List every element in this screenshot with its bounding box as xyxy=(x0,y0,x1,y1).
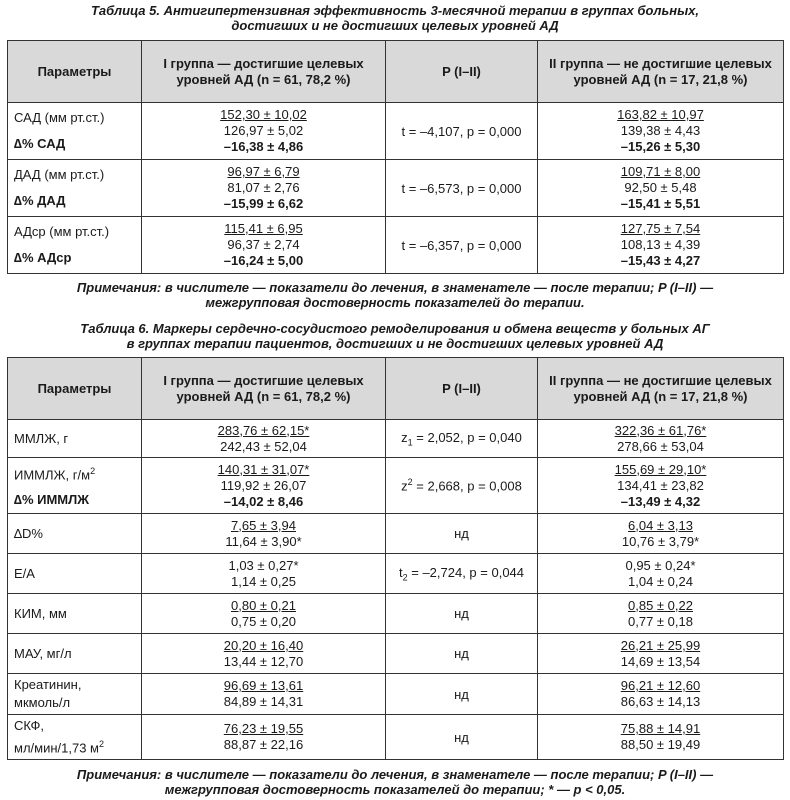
denominator: 119,92 ± 26,07 xyxy=(220,477,307,493)
table-row xyxy=(8,103,784,160)
p-stat-sub: 2 xyxy=(402,572,408,583)
table-row xyxy=(8,715,784,760)
denominator: 0,75 ± 0,20 xyxy=(231,613,296,629)
numerator: 152,30 ± 10,02 xyxy=(220,107,307,122)
param-delta-label: ∆% САД xyxy=(14,136,66,151)
group1-values xyxy=(142,674,386,715)
row-param: ∆D% xyxy=(8,514,142,554)
delta-value: –14,02 ± 8,46 xyxy=(223,493,304,509)
table5-note xyxy=(0,280,790,310)
denominator: 86,63 ± 14,13 xyxy=(620,694,701,709)
group2-values xyxy=(538,103,784,160)
numerator: 26,21 ± 25,99 xyxy=(620,637,701,653)
group2-values xyxy=(538,458,784,514)
group2-values xyxy=(538,594,784,634)
numerator: 75,88 ± 14,91 xyxy=(620,721,701,737)
param-label: САД (мм рт.ст.) xyxy=(14,110,105,125)
numerator: 76,23 ± 19,55 xyxy=(223,721,304,737)
denominator: 1,04 ± 0,24 xyxy=(628,573,693,589)
p-value: t = –6,357, p = 0,000 xyxy=(386,217,538,274)
numerator: 322,36 ± 61,76* xyxy=(614,422,707,438)
param-label xyxy=(14,462,135,484)
p-value xyxy=(386,420,538,458)
param-label: СКФ, xyxy=(14,718,45,733)
table6-note xyxy=(0,767,790,797)
row-param xyxy=(8,674,142,715)
group1-values xyxy=(142,514,386,554)
table-row xyxy=(8,458,784,514)
numerator: 127,75 ± 7,54 xyxy=(620,221,701,236)
denominator: 13,44 ± 12,70 xyxy=(223,653,304,669)
param-unit-sup: 2 xyxy=(98,739,104,749)
p-value: нд xyxy=(386,674,538,715)
p-value xyxy=(386,458,538,514)
numerator: 109,71 ± 8,00 xyxy=(620,164,701,179)
table-row xyxy=(8,674,784,715)
numerator: 7,65 ± 3,94 xyxy=(231,517,296,533)
denominator: 96,37 ± 2,74 xyxy=(227,237,300,252)
p-rest: = –2,724, p = 0,044 xyxy=(407,564,525,580)
row-param: МАУ, мг/л xyxy=(8,634,142,674)
denominator: 242,43 ± 52,04 xyxy=(220,438,307,454)
numerator: 96,97 ± 6,79 xyxy=(227,164,300,179)
p-stat: t xyxy=(398,564,403,580)
p-value: нд xyxy=(386,634,538,674)
p-value: нд xyxy=(386,594,538,634)
numerator: 0,85 ± 0,22 xyxy=(628,597,693,613)
group1-values xyxy=(142,594,386,634)
denominator: 1,14 ± 0,25 xyxy=(231,573,296,589)
row-param xyxy=(8,103,142,160)
numerator: 155,69 ± 29,10* xyxy=(614,461,707,477)
p-stat: z xyxy=(401,478,408,494)
numerator: 0,95 ± 0,24* xyxy=(625,557,696,573)
p-value: t = –6,573, p = 0,000 xyxy=(386,160,538,217)
group1-values xyxy=(142,715,386,760)
numerator: 283,76 ± 62,15* xyxy=(217,422,310,438)
group2-values xyxy=(538,514,784,554)
delta-value: –15,26 ± 5,30 xyxy=(620,139,701,154)
table5-caption-line-1: Таблица 5. Антигипертензивная эффективность 3-месячной терапии в группах больных, xyxy=(90,3,700,18)
group2-values xyxy=(538,715,784,760)
delta-value: –15,43 ± 4,27 xyxy=(620,253,701,268)
param-delta-label: ∆% АДср xyxy=(14,250,72,265)
param-unit xyxy=(14,735,135,757)
p-stat-sub: 1 xyxy=(407,437,413,448)
param-sup: 2 xyxy=(90,466,96,477)
param-label: ДАД (мм рт.ст.) xyxy=(14,167,105,182)
numerator: 115,41 ± 6,95 xyxy=(224,221,303,236)
group2-values xyxy=(538,217,784,274)
p-stat: z xyxy=(401,429,408,445)
table-row xyxy=(8,634,784,674)
group1-values xyxy=(142,160,386,217)
p-rest: = 2,668, p = 0,008 xyxy=(412,478,522,494)
numerator: 1,03 ± 0,27* xyxy=(228,557,299,573)
group1-values xyxy=(142,217,386,274)
param-unit-text: мл/мин/1,73 м xyxy=(14,740,99,756)
table6-header-group2: II группа — не достигшие целевых уровней АД (n = 17, 21,8 %) xyxy=(538,358,784,420)
table6-caption-line-1: Таблица 6. Маркеры сердечно-сосудистого ремоделирования и обмена веществ у больных АГ xyxy=(80,321,710,336)
table-row xyxy=(8,514,784,554)
table6-caption xyxy=(0,321,790,351)
table6-header-p: P (I–II) xyxy=(386,358,538,420)
table5-header-group2: II группа — не достигшие целевых уровней АД (n = 17, 21,8 %) xyxy=(538,41,784,103)
delta-value: –15,41 ± 5,51 xyxy=(620,196,701,211)
numerator: 96,21 ± 12,60 xyxy=(620,678,701,693)
table-row xyxy=(8,217,784,274)
param-delta-label: ∆% ДАД xyxy=(14,193,66,208)
group2-values xyxy=(538,674,784,715)
group2-values xyxy=(538,160,784,217)
denominator: 88,50 ± 19,49 xyxy=(620,737,701,753)
table6-caption-line-2: в группах терапии пациентов, достигших и не достигших целевых уровней АД xyxy=(126,336,664,351)
table5 xyxy=(7,40,784,274)
table-row xyxy=(8,160,784,217)
param-label: Креатинин, xyxy=(14,677,82,692)
table5-caption-line-2: достигших и не достигших целевых уровней АД xyxy=(231,18,559,33)
denominator: 126,97 ± 5,02 xyxy=(223,123,304,138)
delta-value: –13,49 ± 4,32 xyxy=(620,493,701,509)
denominator: 139,38 ± 4,43 xyxy=(620,123,701,138)
table6-header-group1: I группа — достигшие целевых уровней АД (n = 61, 78,2 %) xyxy=(142,358,386,420)
numerator: 6,04 ± 3,13 xyxy=(628,517,693,533)
param-text: ИММЛЖ, г/м xyxy=(14,467,91,483)
table6-note-line-2: межгрупповая достоверность показателей до терапии; * — p < 0,05. xyxy=(164,782,626,797)
param-delta-label: ∆% ИММЛЖ xyxy=(14,491,89,507)
denominator: 14,69 ± 13,54 xyxy=(620,653,701,669)
group2-values xyxy=(538,554,784,594)
p-value: нд xyxy=(386,715,538,760)
table-row xyxy=(8,420,784,458)
denominator: 278,66 ± 53,04 xyxy=(617,438,704,454)
row-param xyxy=(8,160,142,217)
delta-value: –15,99 ± 6,62 xyxy=(223,196,304,211)
delta-value: –16,24 ± 5,00 xyxy=(223,253,304,268)
denominator: 88,87 ± 22,16 xyxy=(223,737,304,753)
table5-note-line-1: Примечания: в числителе — показатели до лечения, в знаменателе — после терапии; P (I–II) — xyxy=(76,280,714,295)
row-param xyxy=(8,458,142,514)
p-value: t = –4,107, p = 0,000 xyxy=(386,103,538,160)
delta-value: –16,38 ± 4,86 xyxy=(223,139,304,154)
table5-note-line-2: межгрупповая достоверность показателей до терапии. xyxy=(205,295,585,310)
denominator: 134,41 ± 23,82 xyxy=(617,477,704,493)
row-param xyxy=(8,217,142,274)
table6-note-line-1: Примечания: в числителе — показатели до лечения, в знаменателе — после терапии; P (I–II) — xyxy=(76,767,714,782)
row-param: КИМ, мм xyxy=(8,594,142,634)
table6-header-params: Параметры xyxy=(8,358,142,420)
group1-values xyxy=(142,103,386,160)
numerator: 20,20 ± 16,40 xyxy=(223,637,304,653)
denominator: 92,50 ± 5,48 xyxy=(624,180,697,195)
numerator: 163,82 ± 10,97 xyxy=(617,107,704,122)
param-unit: мкмоль/л xyxy=(14,695,71,710)
denominator: 84,89 ± 14,31 xyxy=(223,694,304,709)
row-param: E/A xyxy=(8,554,142,594)
denominator: 11,64 ± 3,90* xyxy=(225,533,302,549)
row-param: ММЛЖ, г xyxy=(8,420,142,458)
table5-header-params: Параметры xyxy=(8,41,142,103)
table5-header-p: P (I–II) xyxy=(386,41,538,103)
table6 xyxy=(7,357,784,760)
p-value xyxy=(386,554,538,594)
group2-values xyxy=(538,420,784,458)
group2-values xyxy=(538,634,784,674)
denominator: 108,13 ± 4,39 xyxy=(620,237,701,252)
denominator: 0,77 ± 0,18 xyxy=(628,613,693,629)
table-row xyxy=(8,594,784,634)
p-value: нд xyxy=(386,514,538,554)
table5-caption xyxy=(0,3,790,33)
numerator: 140,31 ± 31,07* xyxy=(217,461,310,477)
table-row xyxy=(8,554,784,594)
group1-values xyxy=(142,634,386,674)
numerator: 96,69 ± 13,61 xyxy=(223,678,304,693)
denominator: 10,76 ± 3,79* xyxy=(621,533,700,549)
group1-values xyxy=(142,554,386,594)
p-rest: = 2,052, p = 0,040 xyxy=(412,429,522,445)
group1-values xyxy=(142,458,386,514)
group1-values xyxy=(142,420,386,458)
row-param xyxy=(8,715,142,760)
table5-header-group1: I группа — достигшие целевых уровней АД (n = 61, 78,2 %) xyxy=(142,41,386,103)
numerator: 0,80 ± 0,21 xyxy=(231,597,296,613)
p-stat-sup: 2 xyxy=(407,477,413,488)
denominator: 81,07 ± 2,76 xyxy=(227,180,300,195)
param-label: АДср (мм рт.ст.) xyxy=(14,224,110,239)
